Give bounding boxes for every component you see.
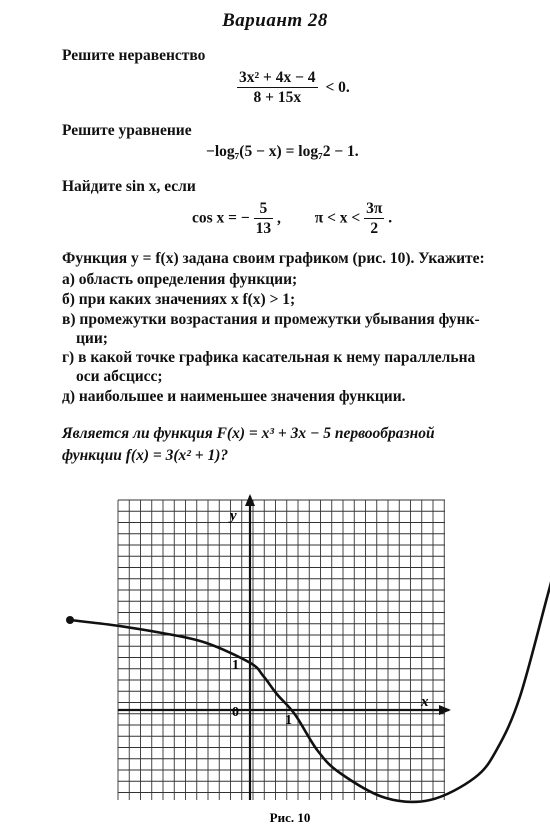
graph-grid [118, 500, 445, 800]
graph-axes [118, 494, 451, 800]
task3-range-suffix: . [388, 209, 393, 227]
tick-y-label: 1 [232, 658, 239, 673]
axis-x-label: x [421, 694, 429, 710]
task2-prompt: Решите уравнение [62, 122, 192, 139]
curve-start-point [66, 616, 74, 624]
task3-cos-den: 13 [255, 220, 272, 237]
function-curve [70, 530, 550, 802]
task4-item-b: б) при каких значениях x f(x) > 1; [62, 291, 296, 308]
task1-tail: < 0. [325, 78, 350, 96]
task4-item-d-cont: оси абсцисс; [76, 368, 163, 385]
task3-range-prefix: π < x < [314, 209, 361, 227]
task1-numerator: 3x² + 4x − 4 [239, 69, 316, 86]
axis-y-label: y [230, 508, 237, 524]
task4-item-d: г) в какой точке графика касательная к нему параллельна [62, 349, 476, 366]
task4-item-e: д) наибольшее и наименьшее значения функции. [62, 388, 406, 405]
task3-cos-num: 5 [254, 199, 274, 219]
origin-label: 0 [232, 705, 239, 720]
task2-equation: −log₇(5 − x) = log₇2 − 1. [206, 143, 359, 160]
task4-item-c-cont: ции; [76, 330, 108, 347]
task4-intro: Функция y = f(x) задана своим графиком (рис. 10). Укажите: [62, 250, 485, 267]
task3-range-den: 2 [370, 220, 379, 237]
task1-prompt: Решите неравенство [62, 47, 206, 64]
task4-item-c: в) промежутки возрастания и промежутки убывания функ- [62, 311, 480, 328]
task5-line1: Является ли функция F(x) = x³ + 3x − 5 первообразной [62, 425, 435, 442]
tick-x-label: 1 [285, 713, 292, 728]
task1-denominator: 8 + 15x [253, 89, 302, 106]
task3-cos-suffix: , [276, 209, 281, 227]
task3-range-num: 3π [366, 200, 383, 217]
variant-title: Вариант 28 [222, 10, 328, 31]
task3-cos-prefix: cos x = − [192, 209, 250, 227]
task4-item-a: а) область определения функции; [62, 271, 298, 288]
task3-prompt: Найдите sin x, если [62, 178, 196, 195]
task5-line2: функции f(x) = 3(x² + 1)? [62, 447, 229, 464]
figure-caption: Рис. 10 [269, 810, 311, 825]
